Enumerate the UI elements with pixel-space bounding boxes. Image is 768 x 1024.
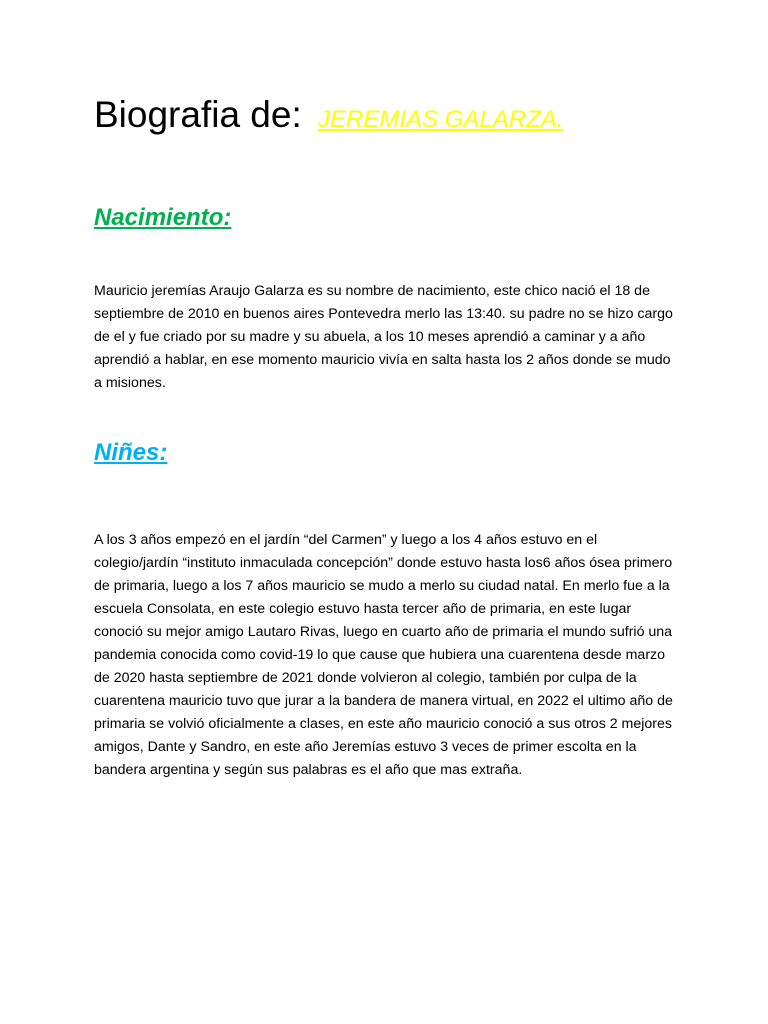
document-title [94,91,563,144]
section-heading-nacimiento: Nacimiento: [94,204,232,231]
section-body-nines: A los 3 años empezó en el jardín “del Carmen” y luego a los 4 años estuvo en el colegio/jardín “instituto inmaculada concepción” donde estuvo hasta los6 años ósea primero de primaria, luego a los 7 años mauricio se mudo a merlo su ciudad natal. En merlo fue a la escuela Consolata, en este colegio estuvo hasta tercer año de primaria, en este lugar conoció su mejor amigo Lautaro Rivas, luego en cuarto año de primaria el mundo sufrió una pandemia conocida como covid-19 lo que cause que hubiera una cuarentena desde marzo de 2020 hasta septiembre de 2021 donde volvieron al colegio, también por culpa de la cuarentena mauricio tuvo que jurar a la bandera de manera virtual, en 2022 el ultimo año de primaria se volvió oficialmente a clases, en este año mauricio conoció a sus otros 2 mejores amigos, Dante y Sandro, en este año Jeremías estuvo 3 veces de primer escolta en la bandera argentina y según sus palabras es el año que mas extraña. [94,532,673,778]
section-heading-nines: Niñes: [94,439,168,466]
section-body-nacimiento: Mauricio jeremías Araujo Galarza es su nombre de nacimiento, este chico nació el 18 de septiembre de 2010 en buenos aires Pontevedra merlo las 13:40. su padre no se hizo cargo de el y fue criado por su madre y su abuela, a los 10 meses aprendió a caminar y a año aprendió a hablar, en ese momento mauricio vivía en salta hasta los 2 años donde se mudo a misiones. [94,283,673,391]
title-prefix: Biografia de: [94,94,302,135]
title-name: JEREMIAS GALARZA. [318,106,564,133]
